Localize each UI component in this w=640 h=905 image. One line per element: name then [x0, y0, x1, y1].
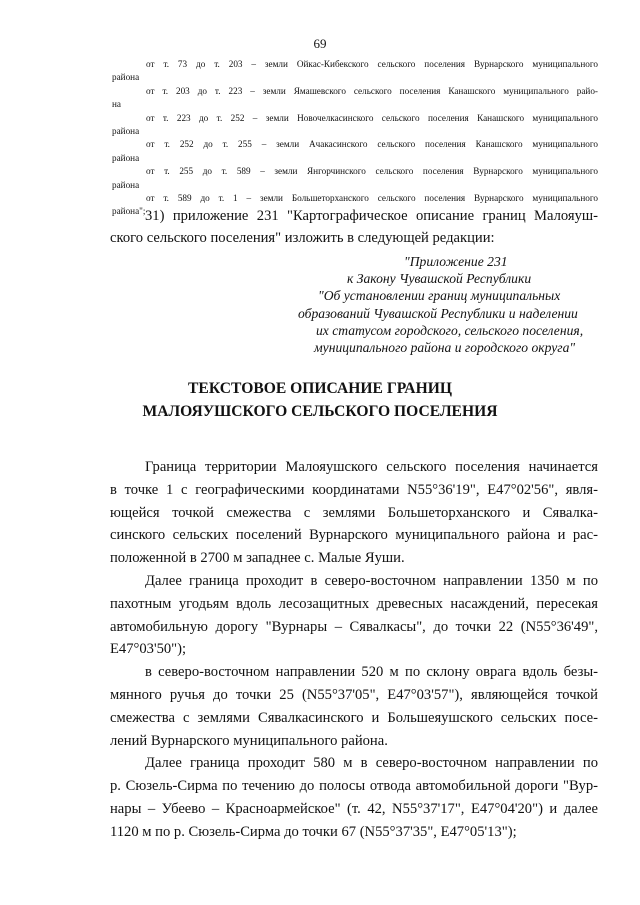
segment-text: от т. 252 до т. 255 – земли Ачакасинского сельского поселения Канашского муниципального — [146, 139, 598, 150]
amendment-line-1: 31) приложение 231 "Картографическое описание границ Малояуш- — [145, 208, 598, 224]
segment-text: района — [112, 72, 140, 83]
appendix-line: образований Чувашской Республики и наделении — [298, 305, 578, 321]
appendix-header — [270, 253, 610, 356]
text-line: Далее граница проходит 580 м в северо-восточном направлении по — [145, 755, 598, 772]
boundary-description — [110, 456, 598, 844]
text-line: Далее граница проходит в северо-восточном направлении 1350 м по — [145, 572, 598, 589]
segment-text: района — [112, 126, 140, 137]
text-line: р. Сюзель-Сирма по течению до полосы отвода автомобильной дороги "Вур- — [110, 778, 598, 795]
text-line: нары – Убеево – Красноармейское" (т. 42, N55°37'17", E47°04'20") и далее — [110, 800, 598, 817]
text-line: синского сельских поселений Вурнарского муниципального района и рас- — [110, 527, 598, 544]
boundary-segments — [112, 58, 598, 219]
document-title-line-2: МАЛОЯУШСКОГО СЕЛЬСКОГО ПОСЕЛЕНИЯ — [142, 403, 498, 420]
boundary-segment — [112, 165, 598, 192]
page-number: 69 — [313, 36, 327, 51]
segment-text: от т. 223 до т. 252 – земли Новочелкасинского сельского поселения Канашского муниципального — [146, 112, 598, 123]
boundary-segment — [112, 112, 598, 139]
segment-text: от т. 203 до т. 223 – земли Ямашевского сельского поселения Канашского муниципального райо- — [146, 85, 598, 96]
document-title-line-1: ТЕКСТОВОЕ ОПИСАНИЕ ГРАНИЦ — [188, 380, 452, 397]
amendment-line-2: ского сельского поселения" изложить в следующей редакции: — [110, 230, 495, 246]
segment-text: района — [112, 152, 140, 163]
segment-text: района"; — [112, 206, 146, 217]
boundary-segment — [112, 85, 598, 112]
segment-text: на — [112, 99, 121, 110]
text-line: 1120 м по р. Сюзель-Сирма до точки 67 (N55°37'35", E47°05'13"); — [110, 823, 517, 840]
text-line: в точке 1 с географическими координатами N55°36'19", E47°02'56", явля- — [110, 481, 598, 498]
appendix-line: "Об установлении границ муниципальных — [318, 288, 561, 304]
paragraph — [110, 456, 598, 570]
text-line: автомобильную дорогу "Вурнары – Сявалкасы", до точки 22 (N55°36'49", — [110, 618, 598, 635]
segment-text: от т. 589 до т. 1 – земли Большеторханского сельского поселения Вурнарского муниципального — [146, 193, 598, 204]
boundary-segment — [112, 138, 598, 165]
text-line: Граница территории Малояушского сельского поселения начинается — [145, 459, 598, 475]
paragraph — [110, 661, 598, 752]
text-line: лений Вурнарского муниципального района. — [110, 732, 388, 749]
paragraph — [110, 752, 598, 843]
segment-text: района — [112, 179, 140, 190]
text-line: смежества с землями Сявалкасинского и Большеяушского сельских посе- — [110, 709, 598, 726]
paragraph — [110, 570, 598, 661]
appendix-line: к Закону Чувашской Республики — [347, 271, 532, 287]
appendix-line: "Приложение 231 — [404, 254, 508, 269]
text-line: положенной в 2700 м западнее с. Малые Яуши. — [110, 550, 405, 567]
segment-text: от т. 73 до т. 203 – земли Ойкас-Кибекского сельского поселения Вурнарского муниципального — [146, 59, 598, 69]
appendix-line: их статусом городского, сельского поселения, — [316, 322, 584, 338]
text-line: пахотным угодьям вдоль лесозащитных древесных насаждений, пересекая — [110, 595, 598, 612]
text-line: E47°03'50"); — [110, 641, 187, 658]
text-line: ющейся точкой смежества с землями Большеторханского и Сявалка- — [110, 504, 598, 521]
appendix-line: муниципального района и городского округа" — [314, 340, 576, 356]
segment-text: от т. 255 до т. 589 – земли Янгорчинского сельского поселения Вурнарского муниципального — [146, 166, 598, 177]
boundary-segment — [112, 58, 598, 85]
text-line: в северо-восточном направлении 520 м по склону оврага вдоль безы- — [145, 664, 598, 681]
text-line: мянного ручья до точки 25 (N55°37'05", E47°03'57"), являющейся точкой — [110, 686, 598, 703]
